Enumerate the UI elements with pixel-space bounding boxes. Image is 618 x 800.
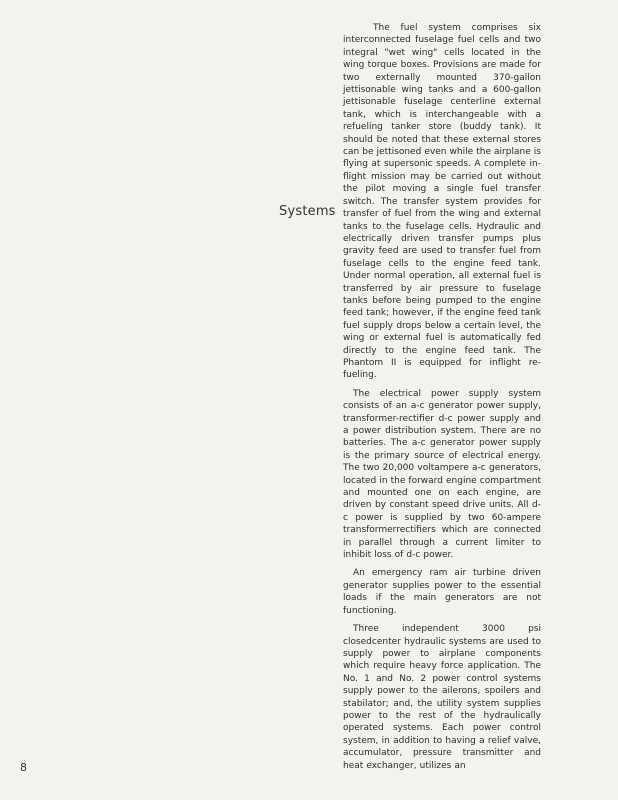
section-heading: Systems xyxy=(279,204,336,219)
paragraph-emergency-generator: An emergency ram air turbine driven generator supplies power to the essential loads if the main generators are not functioning. xyxy=(343,568,541,616)
body-text-column xyxy=(343,22,541,778)
paragraph-hydraulic-system: Three independent 3000 psi closedcenter hydraulic systems are used to supply power to airplane components which require heavy force application. The No. 1 and No. 2 power control systems supply power to the ailerons, spoilers and stabilator; and, the utility system supplies power to the rest of the hydraulically operated systems. Each power control system, in addition to having a relief valve, accumulator, pressure transmitter and heat exchanger, utilizes an xyxy=(343,624,541,771)
paragraph-electrical-system: The electrical power supply system consists of an a-c generator power supply, transformer-rectifier d-c power supply and a power distribution system. There are no batteries. The a-c generator power supply is the primary source of electrical energy. The two 20,000 voltampere a-c generators, located in the forward engine compartment and mounted one on each engine, are driven by constant speed drive units. All d-c power is supplied by two 60-ampere transformerrectifiers which are connected in parallel through a current limiter to inhibit loss of d-c power. xyxy=(343,388,541,561)
paragraph-fuel-system: The fuel system comprises six interconnected fuselage fuel cells and two integral "wet wing" cells located in the wing torque boxes. Provisions are made for two externally mounted 370-gallon jettisonable wing tanks and a 600-gallon jettisonable fuselage centerline external tank, which is interchangeable with a refueling tanker store (buddy tank). It should be noted that these external stores can be jettisoned even while the airplane is flying at supersonic speeds. A complete in-flight mission may be carried out without the pilot moving a single fuel transfer switch. The transfer system provides for transfer of fuel from the wing and external tanks to the fuselage cells. Hydraulic and electrically driven transfer pumps plus gravity feed are used to transfer fuel from fuselage cells to the engine feed tank. Under normal operation, all external fuel is transferred by air pressure to fuselage tanks before being pumped to the engine feed tank; however, if the engine feed tank fuel supply drops below a certain level, the wing or external fuel is automatically fed directly to the engine feed tank. The Phantom II is equipped for inflight re-fueling. xyxy=(343,23,541,381)
page-number: 8 xyxy=(20,761,27,774)
